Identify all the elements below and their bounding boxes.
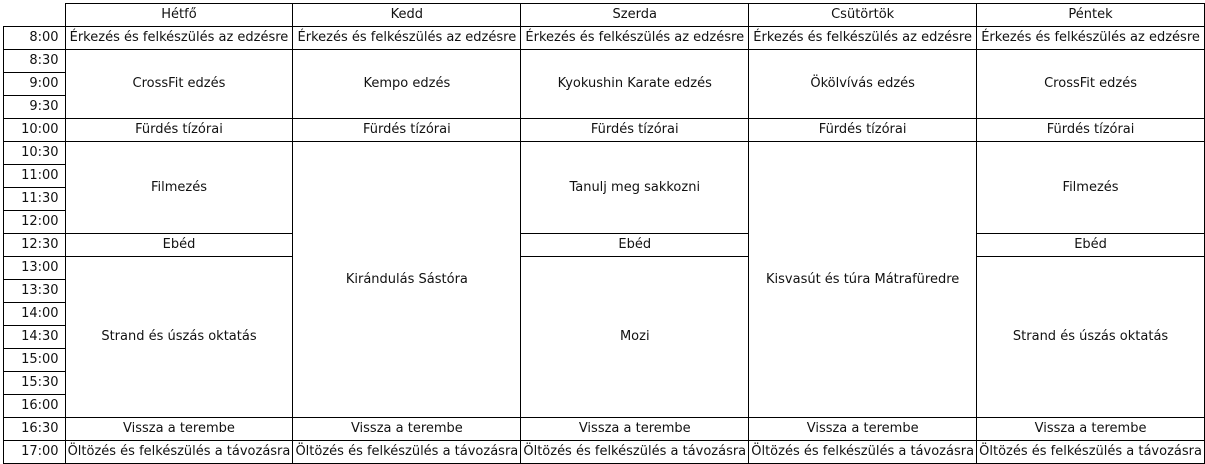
time-cell: 11:30 xyxy=(4,188,66,211)
time-cell: 12:00 xyxy=(4,211,66,234)
time-cell: 8:30 xyxy=(4,50,66,73)
activity-cell: Érkezés és felkészülés az edzésre xyxy=(749,27,977,50)
activity-cell: Vissza a terembe xyxy=(65,418,293,441)
activity-cell: Öltözés és felkészülés a távozásra xyxy=(293,441,521,464)
activity-cell: Ökölvívás edzés xyxy=(749,50,977,119)
header-row xyxy=(4,4,1205,27)
activity-cell: Érkezés és felkészülés az edzésre xyxy=(65,27,293,50)
activity-cell: Mozi xyxy=(521,257,749,418)
activity-cell: Tanulj meg sakkozni xyxy=(521,142,749,234)
activity-cell: Filmezés xyxy=(977,142,1205,234)
activity-cell: Filmezés xyxy=(65,142,293,234)
time-cell: 15:00 xyxy=(4,349,66,372)
activity-cell: Fürdés tízórai xyxy=(521,119,749,142)
time-cell: 17:00 xyxy=(4,441,66,464)
time-cell: 12:30 xyxy=(4,234,66,257)
activity-cell: Öltözés és felkészülés a távozásra xyxy=(977,441,1205,464)
activity-cell: Vissza a terembe xyxy=(749,418,977,441)
activity-cell: Kempo edzés xyxy=(293,50,521,119)
time-cell: 16:30 xyxy=(4,418,66,441)
time-row xyxy=(4,234,1205,257)
time-cell: 9:30 xyxy=(4,96,66,119)
time-row xyxy=(4,27,1205,50)
day-header-hetfo: Hétfő xyxy=(65,4,293,27)
day-header-kedd: Kedd xyxy=(293,4,521,27)
activity-cell: Érkezés és felkészülés az edzésre xyxy=(977,27,1205,50)
time-row xyxy=(4,257,1205,280)
time-row xyxy=(4,418,1205,441)
activity-cell: Öltözés és felkészülés a távozásra xyxy=(65,441,293,464)
time-cell: 13:30 xyxy=(4,280,66,303)
day-header-pentek: Péntek xyxy=(977,4,1205,27)
activity-cell: Öltözés és felkészülés a távozásra xyxy=(749,441,977,464)
activity-cell: CrossFit edzés xyxy=(977,50,1205,119)
time-row xyxy=(4,441,1205,464)
day-header-csutortok: Csütörtök xyxy=(749,4,977,27)
activity-cell: Strand és úszás oktatás xyxy=(977,257,1205,418)
time-cell: 9:00 xyxy=(4,73,66,96)
time-cell: 11:00 xyxy=(4,165,66,188)
activity-cell: Kirándulás Sástóra xyxy=(293,142,521,418)
time-cell: 10:00 xyxy=(4,119,66,142)
activity-cell: Öltözés és felkészülés a távozásra xyxy=(521,441,749,464)
time-row xyxy=(4,142,1205,165)
time-cell: 16:00 xyxy=(4,395,66,418)
weekly-schedule-table xyxy=(3,3,1205,464)
activity-cell: Vissza a terembe xyxy=(293,418,521,441)
activity-cell: Vissza a terembe xyxy=(977,418,1205,441)
activity-cell: Ebéd xyxy=(521,234,749,257)
time-cell: 14:30 xyxy=(4,326,66,349)
activity-cell: Érkezés és felkészülés az edzésre xyxy=(521,27,749,50)
time-cell: 14:00 xyxy=(4,303,66,326)
time-cell: 15:30 xyxy=(4,372,66,395)
activity-cell: Ebéd xyxy=(65,234,293,257)
activity-cell: Fürdés tízórai xyxy=(65,119,293,142)
time-row xyxy=(4,119,1205,142)
activity-cell: Kisvasút és túra Mátrafüredre xyxy=(749,142,977,418)
corner-cell xyxy=(4,4,66,27)
time-cell: 10:30 xyxy=(4,142,66,165)
activity-cell: Ebéd xyxy=(977,234,1205,257)
time-cell: 8:00 xyxy=(4,27,66,50)
activity-cell: CrossFit edzés xyxy=(65,50,293,119)
time-cell: 13:00 xyxy=(4,257,66,280)
activity-cell: Érkezés és felkészülés az edzésre xyxy=(293,27,521,50)
time-row xyxy=(4,50,1205,73)
activity-cell: Fürdés tízórai xyxy=(977,119,1205,142)
activity-cell: Fürdés tízórai xyxy=(293,119,521,142)
activity-cell: Fürdés tízórai xyxy=(749,119,977,142)
day-header-szerda: Szerda xyxy=(521,4,749,27)
activity-cell: Kyokushin Karate edzés xyxy=(521,50,749,119)
activity-cell: Strand és úszás oktatás xyxy=(65,257,293,418)
activity-cell: Vissza a terembe xyxy=(521,418,749,441)
